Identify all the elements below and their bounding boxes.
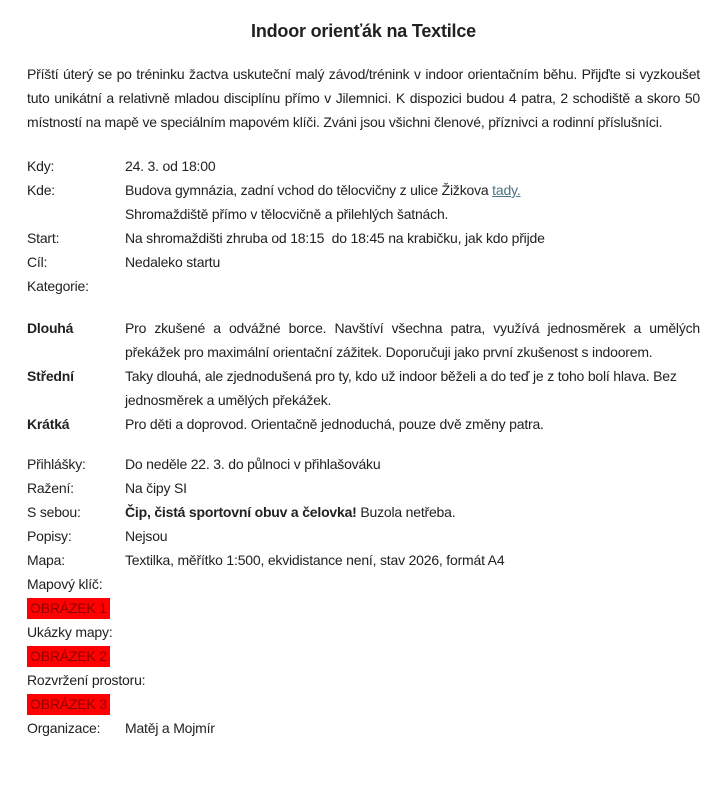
detail-value-cil: Nedaleko startu (125, 254, 221, 270)
detail-value-s-sebou (125, 500, 700, 524)
category-label-stredni: Střední (27, 368, 74, 384)
obrazek-1-placeholder: OBRÁZEK 1 (27, 598, 110, 619)
category-row-stredni (27, 364, 700, 412)
category-label-kratka: Krátká (27, 416, 70, 432)
category-description-kratka: Pro děti a doprovod. Orientačně jednoduchá, pouze dvě změny patra. (125, 416, 544, 432)
detail-label-kategorie: Kategorie: (27, 278, 89, 294)
detail-row-razeni (27, 476, 700, 500)
detail-label-s-sebou: S sebou: (27, 504, 81, 520)
detail-label-prihlasky: Přihlášky: (27, 456, 86, 472)
intro-paragraph: Příští úterý se po tréninku žactva uskuteční malý závod/trénink v indoor orientačním běhu. Přijďte si vyzkoušet tuto unikátní a relativně mladou disciplínu přímo v Jilemnici. K dispozici budou 4 patra, 2 schodiště a skoro 50 místností na mapě ve speciálním mapovém klíči. Zváni jsou všichni členové, příznivci a rodinní příslušníci. (27, 66, 700, 130)
detail-row-mapa (27, 548, 700, 572)
detail-row-cil (27, 250, 700, 274)
rozvrzeni-prostoru-label: Rozvržení prostoru: (27, 672, 146, 688)
detail-value-prihlasky: Do neděle 22. 3. do půlnoci v přihlašováku (125, 456, 381, 472)
detail-row-organizace (27, 716, 700, 740)
category-description-dlouha: Pro zkušené a odvážné borce. Navštíví všechna patra, využívá jednosměrek a umělých překážek pro maximální orientační zážitek. Doporučuji jako první zkušenost s indoorem. (125, 320, 700, 360)
s-sebou-bold-text: Čip, čistá sportovní obuv a čelovka! (125, 504, 357, 520)
kde-line-2: Shromaždiště přímo v tělocvičně a přilehlých šatnách. (125, 206, 449, 222)
detail-row-kategorie (27, 274, 700, 298)
section-spacer (27, 436, 700, 452)
detail-value-kdy: 24. 3. od 18:00 (125, 158, 216, 174)
page-title: Indoor orienťák na Textilce (251, 21, 476, 41)
category-description-stredni: Taky dlouhá, ale zjednodušená pro ty, kdo už indoor běželi a do teď je z toho bolí hlava. Bez jednosměrek a umělých překážek. (125, 368, 677, 408)
detail-label-start: Start: (27, 230, 60, 246)
detail-row-s-sebou (27, 500, 700, 524)
ukazky-mapy-label: Ukázky mapy: (27, 624, 113, 640)
detail-label-cil: Cíl: (27, 254, 48, 270)
tady-link[interactable]: tady. (492, 182, 521, 198)
detail-row-prihlasky (27, 452, 700, 476)
obrazek-1-line (27, 596, 700, 620)
detail-value-razeni: Na čipy SI (125, 480, 187, 496)
detail-label-organizace: Organizace: (27, 720, 101, 736)
detail-row-kde (27, 178, 700, 226)
detail-value-mapa: Textilka, měřítko 1:500, ekvidistance není, stav 2026, formát A4 (125, 552, 505, 568)
section-spacer (27, 298, 700, 316)
detail-value-organizace: Matěj a Mojmír (125, 720, 215, 736)
mapovy-klic-label: Mapový klíč: (27, 576, 103, 592)
detail-label-popisy: Popisy: (27, 528, 72, 544)
detail-row-start (27, 226, 700, 250)
obrazek-2-placeholder: OBRÁZEK 2 (27, 646, 110, 667)
detail-row-kdy (27, 154, 700, 178)
detail-value-start: Na shromaždišti zhruba od 18:15 do 18:45 na krabičku, jak kdo přijde (125, 230, 545, 246)
detail-label-kde: Kde: (27, 182, 55, 198)
detail-label-mapa: Mapa: (27, 552, 65, 568)
category-row-kratka (27, 412, 700, 436)
detail-value-popisy: Nejsou (125, 528, 168, 544)
category-row-dlouha (27, 316, 700, 364)
detail-row-popisy (27, 524, 700, 548)
detail-value-kde (125, 178, 700, 226)
s-sebou-rest-text: Buzola netřeba. (356, 504, 456, 520)
kde-line-1 (125, 178, 700, 202)
category-label-dlouha: Dlouhá (27, 320, 74, 336)
obrazek-2-line (27, 644, 700, 668)
detail-label-kdy: Kdy: (27, 158, 55, 174)
obrazek-3-line (27, 692, 700, 716)
obrazek-3-placeholder: OBRÁZEK 3 (27, 694, 110, 715)
kde-text: Budova gymnázia, zadní vchod do tělocvičny z ulice Žižkova (125, 182, 493, 198)
detail-label-razeni: Ražení: (27, 480, 74, 496)
